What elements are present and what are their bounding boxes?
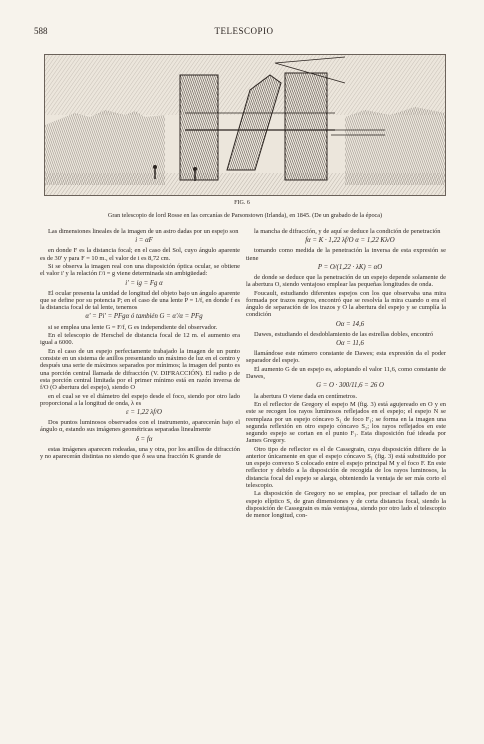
- page-number: 588: [34, 26, 48, 36]
- paragraph: en donde F es la distancia focal; en el caso del Sol, cuyo ángulo aparente es de 30' y para F = 10 m., el valor de i es 8,72 cm.: [40, 247, 240, 262]
- paragraph: Foucault, estudiando diferentes espejos con los que observaba una mira formada por trazos negros, encontró que se resolvía la mira cuando α era el ángulo de separación de los trazos y O la abertura del espejo y se cumplía la condición: [246, 289, 446, 319]
- paragraph: En el telescopio de Herschel de distancia focal de 12 m. el aumento era igual a 6000.: [40, 332, 240, 347]
- left-text-column: [40, 228, 240, 734]
- formula: Oα = 11,6: [336, 340, 364, 348]
- engraving-illustration: [45, 55, 445, 195]
- paragraph: Las dimensiones lineales de la imagen de un astro dadas por un espejo son: [48, 228, 239, 235]
- paragraph: Otro tipo de reflector es el de Cassegrain, cuya disposición difiere de la anterior únicamente en que el espejo cóncavo S₁ (fig. 3) está substituído por un espejo convexo S colocado entre el espejo principal M y el foco F. En este reflector y debido a la disposición de recogida de los rayos luminosos, la distancia focal del espejo se alarga, obteniendo la ventaja de ser más corto el telescopio.: [246, 445, 446, 489]
- paragraph: Dawes, estudiando el desdoblamiento de las estrellas dobles, encontró: [254, 330, 434, 338]
- paragraph: Dos puntos luminosos observados con el instrumento, aparecerán bajo el ángulo α, estando sus imágenes geométricas separadas linealmente: [40, 419, 240, 434]
- paragraph: En el reflector de Gregory el espejo M (fig. 3) está agujereado en O y en este se recogen los rayos luminosos reflejados en el espejo; el espejo N se reemplaza por un espejo cóncavo S₁ de foco F₁; se forma en la imagen una segunda reflexión en otro espejo cóncavo S₂; los rayos reflejados en este segundo espejo se cortan en el punto F₁. Esta disposición fué ideada por James Gregory.: [246, 401, 446, 445]
- formula: G = O · 300/11,6 = 26 O: [316, 382, 384, 390]
- paragraph: Si se observa la imagen real con una disposición óptica ocular, se obtiene el valor i' y la relación i'/i = g viene determinada sin ambigüedad:: [40, 263, 240, 278]
- paragraph: si se emplea una lente G = F/f, G es independiente del observador.: [48, 323, 218, 331]
- formula: fα = K · 1,22 λf/O α = 1,22 Kλ/O: [305, 237, 395, 245]
- formula: δ = fα: [135, 435, 153, 443]
- paragraph: tomando como medida de la penetración la inversa de esta expresión se tiene: [246, 247, 446, 262]
- formula: i = αF: [135, 237, 153, 245]
- paragraph: llamándose este número constante de Dawes; esta expresión da el poder separador del espejo.: [246, 350, 446, 365]
- formula: ε = 1,22 λf/O: [126, 409, 162, 417]
- formula: i' = ig = Fg α: [125, 279, 163, 287]
- telescope-engraving: [44, 54, 446, 196]
- paragraph: La disposición de Gregory no se emplea, por precisar el tallado de un espejo elíptico S, de gran dimensiones y de corta distancia focal, siendo la disposición de Cassegrain es más ventajosa, siendo por otro lado el telescopio de menor longitud, con-: [246, 490, 446, 520]
- page-header: [34, 26, 454, 38]
- paragraph: de donde se deduce que la penetración de un espejo depende solamente de la abertura O, siendo ventajoso emplear las pequeñas longitudes de onda.: [246, 274, 446, 289]
- paragraph: en el cual se ve el diámetro del espejo desde el foco, siendo por otro lado proporcional a la longitud de onda, λ es: [40, 392, 240, 407]
- paragraph: estas imágenes aparecen rodeadas, una y otra, por los anillos de difracción y no aparecerán distintas no siendo que δ sea una fracción K grande de: [40, 445, 240, 461]
- formula: P = O/(1,22 · λK) = αO: [317, 263, 383, 271]
- paragraph: la mancha de difracción, y de aquí se deduce la condición de penetración: [254, 228, 441, 235]
- right-text-column: [246, 228, 446, 734]
- paragraph: la abertura O viene dada en centímetros.: [254, 392, 358, 400]
- figure-caption: Gran telescopio de lord Rosse en las cercanías de Parsonstown (Irlanda), en 1845. (De un grabado de la época): [107, 212, 383, 219]
- formula: Oα = 14,6: [335, 320, 365, 328]
- formula: α' = Pi' = PFgα ó también G = α'/α = PFg: [85, 313, 203, 321]
- paragraph: En el caso de un espejo perfectamente trabajado la imagen de un punto consiste en un sistema de anillos presentando un máximo de luz en el centro y después una serie de máximos separados por mínimos; la imagen del punto es una porción central llamada de difracción (V. DIFRACCIÓN). El radio ρ de esta porción central limitada por el primer mínimo está en razón inversa de f/O (O abertura del espejo), siendo O: [40, 348, 240, 392]
- paragraph: El ocular presenta la unidad de longitud del objeto bajo un ángulo aparente que se define por su potencia P; en el caso de una lente P = 1/f, en donde f es la distancia focal de tal lente, tenemos: [40, 289, 240, 312]
- paragraph: El aumento G de un espejo es, adoptando el valor 11,6, como constante de Dawes,: [246, 366, 446, 381]
- figure-label: FIG. 6: [234, 200, 250, 206]
- running-title: TELESCOPIO: [214, 26, 274, 36]
